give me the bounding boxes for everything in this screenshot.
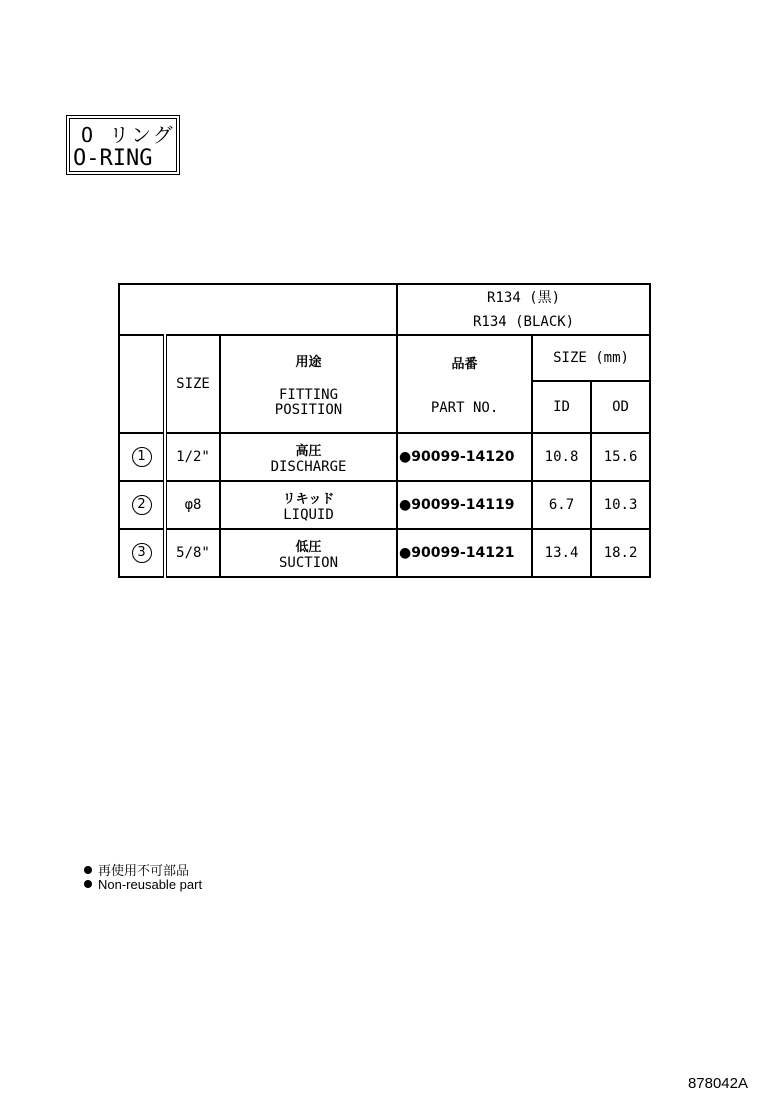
outer-diameter-header: OD	[591, 381, 650, 433]
row-position-japanese: 低圧	[295, 539, 322, 555]
note-english-text: Non-reusable part	[98, 877, 203, 892]
row-outer-diameter: 15.6	[591, 433, 650, 481]
refrigerant-english: R134 (BLACK)	[472, 313, 575, 330]
part-number-header-japanese: 品番	[451, 356, 478, 372]
row-part-number: ●90099-14121	[397, 529, 532, 577]
row-inner-diameter: 10.8	[532, 433, 591, 481]
number-header-cell	[119, 335, 165, 433]
figure-code: 878042A	[687, 1075, 748, 1092]
row-position-english: SUCTION	[279, 554, 339, 571]
table-row	[119, 433, 650, 481]
bullet-icon	[84, 880, 92, 888]
table-row	[119, 481, 650, 529]
row-position	[220, 433, 397, 481]
row-size: 5/8"	[165, 529, 220, 577]
size-header: SIZE	[165, 335, 220, 433]
row-position	[220, 481, 397, 529]
part-number-header-english: PART NO.	[430, 399, 499, 416]
refrigerant-header-row	[119, 284, 650, 335]
row-size: φ8	[165, 481, 220, 529]
note-japanese-text: 再使用不可部品	[98, 863, 190, 878]
dimension-header: SIZE (mm)	[532, 335, 650, 381]
row-number	[119, 529, 165, 577]
title-box	[66, 115, 180, 175]
blank-header-cell	[119, 284, 397, 335]
column-header-row-1	[119, 335, 650, 381]
note-english	[84, 877, 202, 892]
position-header	[220, 335, 397, 433]
row-part-number: ●90099-14119	[397, 481, 532, 529]
o-ring-spec-table	[118, 283, 651, 578]
row-inner-diameter: 13.4	[532, 529, 591, 577]
row-number	[119, 481, 165, 529]
row-part-number: ●90099-14120	[397, 433, 532, 481]
title-english: O-RING	[73, 146, 153, 171]
refrigerant-japanese: R134 (黒)	[487, 289, 561, 306]
part-number-header	[397, 335, 532, 433]
position-header-english: FITTING POSITION	[274, 386, 343, 418]
row-position-japanese: 高圧	[295, 443, 322, 459]
position-header-japanese: 用途	[295, 354, 322, 370]
circled-number: 2	[132, 495, 152, 515]
refrigerant-cell	[397, 284, 650, 335]
inner-diameter-header: ID	[532, 381, 591, 433]
row-outer-diameter: 18.2	[591, 529, 650, 577]
title-japanese: O リング	[81, 123, 175, 147]
bullet-icon	[84, 866, 92, 874]
circled-number: 1	[132, 447, 152, 467]
row-size: 1/2"	[165, 433, 220, 481]
row-position	[220, 529, 397, 577]
row-position-japanese: リキッド	[282, 491, 335, 507]
circled-number: 3	[132, 543, 152, 563]
row-position-english: DISCHARGE	[270, 458, 347, 475]
row-position-english: LIQUID	[283, 506, 334, 523]
row-outer-diameter: 10.3	[591, 481, 650, 529]
row-number	[119, 433, 165, 481]
table-row	[119, 529, 650, 577]
row-inner-diameter: 6.7	[532, 481, 591, 529]
